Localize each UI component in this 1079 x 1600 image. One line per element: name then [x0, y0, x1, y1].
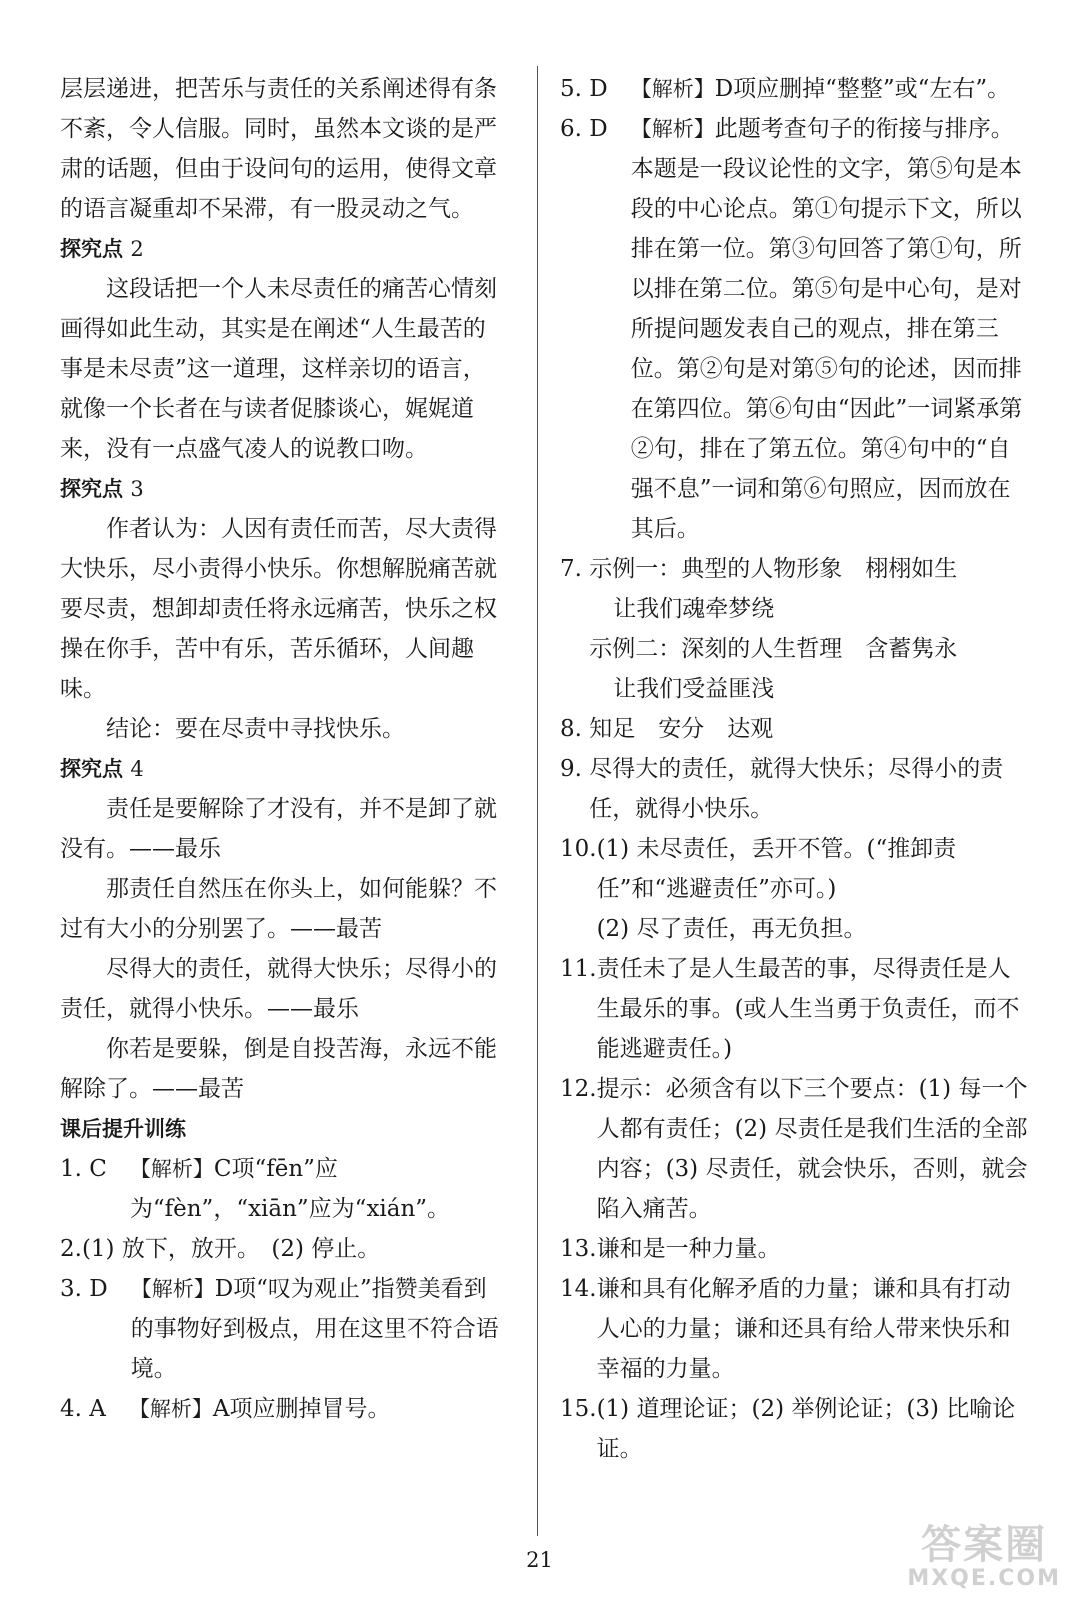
- answer-7: 7. 示例一：典型的人物形象 栩栩如生 让我们魂牵梦绕 示例二：深刻的人生哲理 含蓄隽永 让我们受益匪浅: [560, 556, 958, 702]
- point4-quote: 责任是要解除了才没有，并不是卸了就没有。——最乐: [60, 796, 497, 862]
- answer-9: 9. 尽得大的责任，就得大快乐；尽得小的责任，就得小快乐。: [560, 756, 1004, 822]
- right-column: [560, 69, 1030, 1469]
- answer-11: 11. 责任未了是人生最苦的事，尽得责任是人生最乐的事。(或人生当勇于负责任，而不能逃避责任。): [560, 956, 1020, 1062]
- intro-paragraph: 层层递进，把苦乐与责任的关系阐述得有条不紊，令人信服。同时，虽然本文谈的是严肃的话题，但由于设问句的运用，使得文章的语言凝重却不呆滞，有一股灵动之气。: [60, 76, 497, 222]
- watermark-logo: [907, 1522, 1061, 1590]
- point4-quote: 那责任自然压在你头上，如何能躲？不过有大小的分别罢了。——最苦: [60, 876, 497, 942]
- answer-15: 15. (1) 道理论证；(2) 举例论证；(3) 比喻论证。: [560, 1396, 1016, 1462]
- left-column: [60, 69, 500, 1429]
- training-heading: 课后提升训练: [60, 1117, 186, 1141]
- page-number: 21: [526, 1548, 553, 1572]
- point3-conclusion: 结论：要在尽责中寻找快乐。: [106, 716, 405, 742]
- watermark-url: MXQE.COM: [907, 1566, 1061, 1591]
- answer-14: 14. 谦和具有化解矛盾的力量；谦和具有打动人心的力量；谦和还具有给人带来快乐和幸福的力量。: [560, 1276, 1011, 1382]
- watermark-title: 答案圈: [921, 1522, 1048, 1568]
- answer-5: 5. D 【解析】D项应删掉“整整”或“左右”。: [560, 76, 1011, 102]
- answer-6: 6. D 【解析】此题考查句子的衔接与排序。本题是一段议论性的文字，第⑤句是本段的中心论点。第①句提示下文，所以排在第一位。第③句回答了第①句，所以排在第二位。第⑤句是中心句，是对所提问题发表自己的观点，排在第三位。第②句是对第⑤句的论述，因而排在第四位。第⑥句由“因此”一词紧承第②句，排在了第五位。第④句中的“自强不息”一词和第⑥句照应，因而放在其后。: [560, 116, 1023, 542]
- point4-quote: 你若是要躲，倒是自投苦海，永远不能解除了。——最苦: [60, 1036, 497, 1102]
- answer-8: 8. 知足 安分 达观: [560, 716, 774, 742]
- answer-10: 10. (1) 未尽责任，丢开不管。(“推卸责任”和“逃避责任”亦可。) (2) 尽了责任，再无负担。: [560, 836, 957, 942]
- point4-quote: 尽得大的责任，就得大快乐；尽得小的责任，就得小快乐。——最乐: [60, 956, 497, 1022]
- point2-text: 这段话把一个人未尽责任的痛苦心情刻画得如此生动，其实是在阐述“人生最苦的事是未尽责”这一道理，这样亲切的语言，就像一个长者在与读者促膝谈心，娓娓道来，没有一点盛气凌人的说教口吻。: [60, 276, 497, 462]
- answer-2: 2. (1) 放下，放开。 (2) 停止。: [60, 1236, 381, 1262]
- point2-heading: 探究点 2: [60, 237, 144, 261]
- answer-1: 1. C 【解析】C项“fēn”应为“fèn”，“xiān”应为“xián”。: [60, 1156, 451, 1222]
- point4-heading: 探究点 4: [60, 757, 144, 781]
- answer-12: 12. 提示：必须含有以下三个要点：(1) 每一个人都有责任；(2) 尽责任是我们生活的全部内容；(3) 尽责任，就会快乐，否则，就会陷入痛苦。: [560, 1076, 1028, 1222]
- point3-text: 作者认为：人因有责任而苦，尽大责得大快乐，尽小责得小快乐。你想解脱痛苦就要尽责，想卸却责任将永远痛苦，快乐之权操在你手，苦中有乐，苦乐循环，人间趣味。: [60, 516, 497, 702]
- column-divider: [537, 66, 538, 1536]
- answer-4: 4. A 【解析】A项应删掉冒号。: [60, 1396, 391, 1422]
- answer-3: 3. D 【解析】D项“叹为观止”指赞美看到的事物好到极点，用在这里不符合语境。: [60, 1276, 499, 1382]
- answer-13: 13. 谦和是一种力量。: [560, 1236, 781, 1262]
- point3-heading: 探究点 3: [60, 477, 144, 501]
